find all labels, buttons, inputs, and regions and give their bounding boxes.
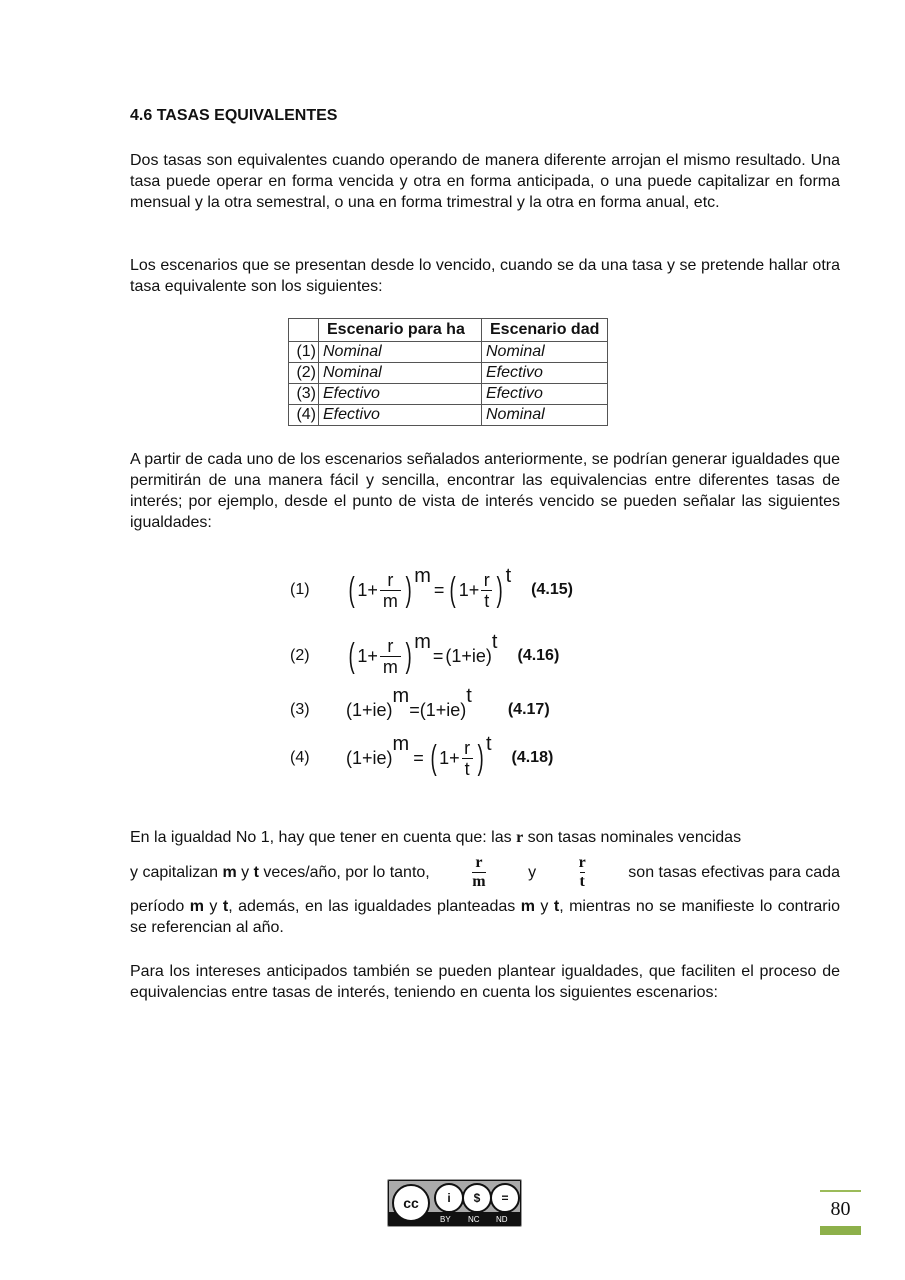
fraction-r-m: r m	[472, 853, 486, 890]
table-row	[289, 363, 608, 384]
eq-label: (4)	[290, 749, 310, 766]
nd-label: ND	[496, 1215, 508, 1224]
eq-label: (1)	[290, 581, 310, 598]
equation-4-15: (1) ( 1+ $\frac{r}{m}$ ) $^m$ = ( 1+ $\frac{r}{t}$ ) $^t$ (4.15)	[290, 564, 573, 611]
by-icon: i	[434, 1183, 464, 1213]
header-cell: Escenario dad	[482, 319, 608, 342]
eq-term: 1+	[357, 579, 378, 600]
page-number: 80	[820, 1190, 861, 1235]
eq-number: (4.18)	[511, 749, 554, 766]
cc-icon: cc	[392, 1184, 430, 1222]
row-number: (3)	[289, 384, 319, 405]
creative-commons-license-badge	[387, 1179, 522, 1227]
section-heading: 4.6 TASAS EQUIVALENTES	[130, 107, 338, 124]
paragraph-scenarios: Los escenarios que se presentan desde lo vencido, cuando se da una tasa y se pretende hallar otra tasa equivalente son los siguientes:	[130, 257, 840, 295]
scenarios-table	[288, 318, 608, 426]
equation-4-16: (2) ( 1+ $\frac{r}{m}$ ) $^m$ = ( 1+ie ) $^t$ (4.16)	[290, 630, 560, 677]
eq-label: (2)	[290, 647, 310, 664]
equation-4-17: (3) ( 1+ie ) $^m$ = ( 1+ie ) $^t$ (4.17)	[290, 684, 550, 720]
cell: Efectivo	[319, 384, 482, 405]
fraction: $\frac{r}{t}$	[462, 738, 473, 779]
cell: Nominal	[482, 405, 608, 426]
row-number: (4)	[289, 405, 319, 426]
fraction-r-t: r t	[578, 853, 586, 890]
paragraph-notes: En la igualdad No 1, hay que tener en cuenta que: las r son tasas nominales vencidas y capitalizan m y t veces/año, por lo tanto, r m y r t son tasas efectivas para cada período m y t, además, en las igualdades planteadas m y t, mientras no se manifieste lo contrario se referencian al año.	[130, 829, 841, 936]
eq-number: (4.16)	[517, 647, 560, 664]
cell: Efectivo	[482, 384, 608, 405]
cell: Nominal	[319, 363, 482, 384]
paragraph-definition: Dos tasas son equivalentes cuando operando de manera diferente arrojan el mismo resultado. Una tasa puede operar en forma vencida y otra en forma anticipada, o una puede capitalizar en forma mensual y la otra semestral, o una en forma trimestral y la otra en forma anual, etc.	[130, 152, 840, 211]
cell: Nominal	[482, 342, 608, 363]
eq-number: (4.15)	[531, 581, 573, 598]
fraction: $\frac{r}{m}$	[380, 570, 401, 611]
header-cell: Escenario para ha	[319, 319, 482, 342]
equation-4-18: (4) ( 1+ie ) $^m$ = ( 1+ $\frac{r}{t}$ ) $^t$ (4.18)	[290, 732, 554, 779]
table-row	[289, 405, 608, 426]
paragraph-equalities: A partir de cada uno de los escenarios señalados anteriormente, se podrían generar igualdades que permitirán de una manera fácil y sencilla, encontrar las equivalencias entre diferentes tasas de interés; por ejemplo, desde el punto de vista de interés vencido se pueden señalar las siguientes igualdades:	[130, 451, 840, 531]
fraction: $\frac{r}{m}$	[380, 636, 401, 677]
nc-label: NC	[468, 1215, 480, 1224]
row-number: (1)	[289, 342, 319, 363]
row-number: (2)	[289, 363, 319, 384]
nc-icon: $	[462, 1183, 492, 1213]
eq-number: (4.17)	[507, 701, 550, 718]
by-label: BY	[440, 1215, 451, 1224]
paragraph-anticipated: Para los intereses anticipados también se pueden plantear igualdades, que faciliten el proceso de equivalencias entre tasas de interés, teniendo en cuenta los siguientes escenarios:	[130, 963, 840, 1001]
cell: Efectivo	[319, 405, 482, 426]
cell: Efectivo	[482, 363, 608, 384]
table-row	[289, 384, 608, 405]
fraction: $\frac{r}{t}$	[481, 570, 492, 611]
cell: Nominal	[319, 342, 482, 363]
eq-label: (3)	[290, 701, 310, 718]
nd-icon: =	[490, 1183, 520, 1213]
table-row	[289, 342, 608, 363]
